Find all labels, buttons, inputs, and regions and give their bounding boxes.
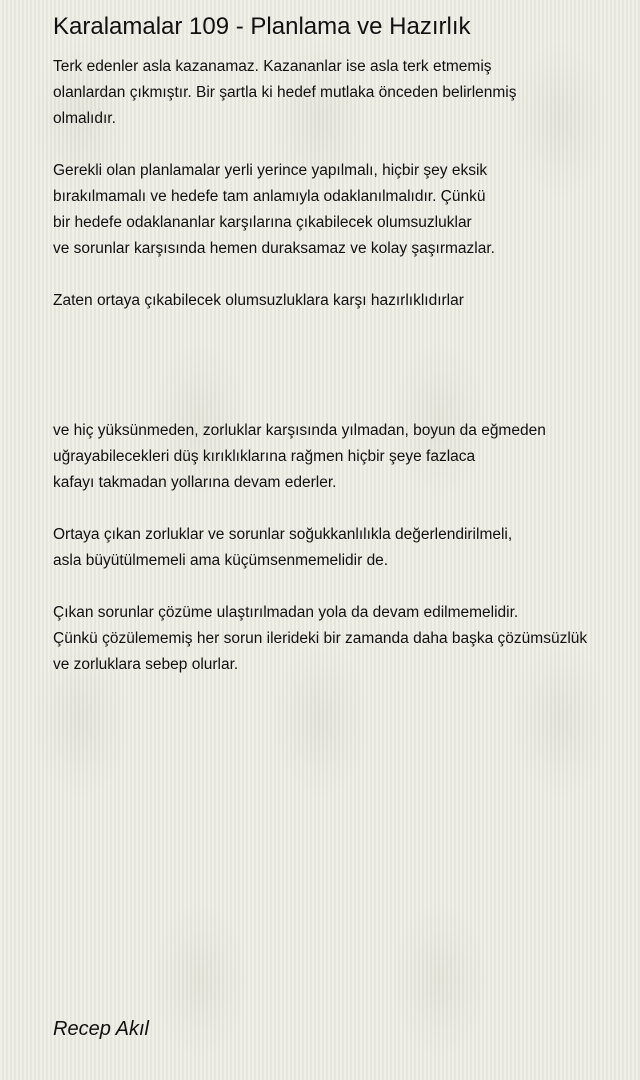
poem-line: Gerekli olan planlamalar yerli yerince yapılmalı, hiçbir şey eksik xyxy=(53,162,488,179)
poem-line: olmalıdır. xyxy=(53,110,116,127)
poem-body xyxy=(53,54,640,678)
poem-title: Karalamalar 109 - Planlama ve Hazırlık xyxy=(53,13,471,40)
poem-line: bırakılmamalı ve hedefe tam anlamıyla odaklanılmalıdır. Çünkü xyxy=(53,188,486,205)
poem-line: Terk edenler asla kazanamaz. Kazananlar ise asla terk etmemiş xyxy=(53,58,492,75)
poem-blank-line xyxy=(53,366,640,392)
poem-blank-line xyxy=(53,392,640,418)
poem-line: Çünkü çözülememiş her sorun ilerideki bir zamanda daha başka çözümsüzlük xyxy=(53,630,588,647)
poem-blank-line xyxy=(53,132,640,158)
poem-line: Çıkan sorunlar çözüme ulaştırılmadan yola da devam edilmemelidir. xyxy=(53,604,519,621)
poem-line: Zaten ortaya çıkabilecek olumsuzluklara karşı hazırlıklıdırlar xyxy=(53,292,464,309)
poem-line: ve hiç yüksünmeden, zorluklar karşısında yılmadan, boyun da eğmeden xyxy=(53,422,546,439)
poem-line: Ortaya çıkan zorluklar ve sorunlar soğukkanlılıkla değerlendirilmeli, xyxy=(53,526,513,543)
poem-page xyxy=(53,0,640,1080)
poem-blank-line xyxy=(53,574,640,600)
poem-blank-line xyxy=(53,340,640,366)
poem-line: uğrayabilecekleri düş kırıklıklarına rağmen hiçbir şeye fazlaca xyxy=(53,448,476,465)
poem-blank-line xyxy=(53,314,640,340)
poem-line: ve sorunlar karşısında hemen duraksamaz ve kolay şaşırmazlar. xyxy=(53,240,495,257)
poem-blank-line xyxy=(53,262,640,288)
poem-line: ve zorluklara sebep olurlar. xyxy=(53,656,239,673)
poem-author: Recep Akıl xyxy=(53,1018,149,1040)
poem-line: bir hedefe odaklananlar karşılarına çıkabilecek olumsuzluklar xyxy=(53,214,472,231)
poem-line: olanlardan çıkmıştır. Bir şartla ki hedef mutlaka önceden belirlenmiş xyxy=(53,84,517,101)
poem-line: kafayı takmadan yollarına devam ederler. xyxy=(53,474,337,491)
poem-line: asla büyütülmemeli ama küçümsenmemelidir de. xyxy=(53,552,389,569)
poem-blank-line xyxy=(53,496,640,522)
